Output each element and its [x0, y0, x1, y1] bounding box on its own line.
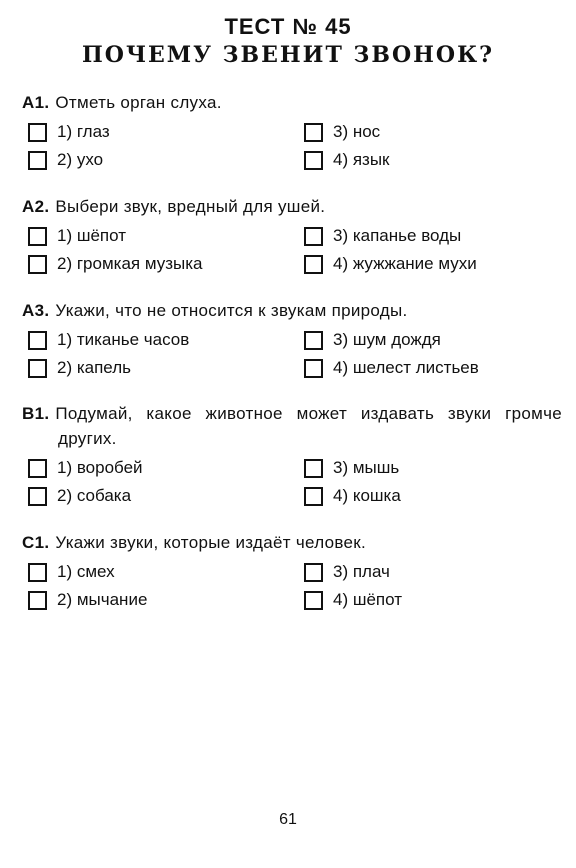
checkbox[interactable] [304, 227, 323, 246]
question-number: А1. [22, 93, 50, 112]
test-number: ТЕСТ № 45 [224, 14, 352, 39]
option-label: 4) шелест листьев [333, 358, 479, 377]
page-title: ПОЧЕМУ ЗВЕНИТ ЗВОНОК? [82, 42, 494, 68]
answer-option[interactable] [304, 589, 402, 611]
answer-option[interactable] [28, 357, 131, 379]
checkbox[interactable] [28, 123, 47, 142]
question-number: А3. [22, 301, 50, 320]
option-label: 1) воробей [57, 458, 143, 477]
question-prompt: Отметь орган слуха. [55, 93, 222, 112]
question-text [22, 530, 562, 555]
question-prompt: Укажи, что не относится к звукам природы. [55, 301, 408, 320]
option-label: 2) капель [57, 358, 131, 377]
answer-options [22, 121, 562, 177]
checkbox[interactable] [304, 359, 323, 378]
option-label: 2) ухо [57, 150, 104, 169]
answer-option[interactable] [28, 253, 203, 275]
answer-option[interactable] [28, 329, 189, 351]
answer-option[interactable] [304, 225, 461, 247]
question-number: С1. [22, 533, 50, 552]
option-label: 1) смех [57, 562, 115, 581]
option-label: 4) язык [333, 150, 390, 169]
option-label: 1) глаз [57, 122, 110, 141]
option-label: 4) жужжание мухи [333, 254, 477, 273]
checkbox[interactable] [28, 563, 47, 582]
option-label: 3) плач [333, 562, 390, 581]
question-prompt: Укажи звуки, которые издаёт человек. [55, 533, 367, 552]
question-a1 [22, 90, 562, 177]
question-b1 [22, 401, 562, 513]
question-text [22, 298, 562, 323]
checkbox[interactable] [304, 331, 323, 350]
answer-option[interactable] [304, 457, 399, 479]
answer-option[interactable] [28, 457, 143, 479]
answer-option[interactable] [304, 149, 390, 171]
option-label: 2) громкая музыка [57, 254, 203, 273]
answer-option[interactable] [304, 253, 477, 275]
checkbox[interactable] [304, 591, 323, 610]
question-text [22, 401, 562, 451]
checkbox[interactable] [28, 255, 47, 274]
answer-options [22, 329, 562, 385]
checkbox[interactable] [28, 227, 47, 246]
checkbox[interactable] [28, 459, 47, 478]
question-prompt: Подумай, какое животное может издавать звуки громче других. [55, 404, 562, 448]
checkbox[interactable] [304, 487, 323, 506]
checkbox[interactable] [28, 359, 47, 378]
checkbox[interactable] [28, 591, 47, 610]
checkbox[interactable] [28, 331, 47, 350]
option-label: 3) нос [333, 122, 381, 141]
checkbox[interactable] [304, 151, 323, 170]
answer-option[interactable] [28, 485, 131, 507]
answer-option[interactable] [304, 329, 441, 351]
answer-option[interactable] [304, 121, 380, 143]
answer-option[interactable] [304, 561, 390, 583]
option-label: 4) шёпот [333, 590, 403, 609]
answer-option[interactable] [304, 485, 401, 507]
question-c1 [22, 530, 562, 617]
option-label: 3) шум дождя [333, 330, 441, 349]
answer-option[interactable] [28, 149, 103, 171]
page-number: 61 [279, 811, 297, 828]
answer-option[interactable] [28, 121, 110, 143]
answer-option[interactable] [28, 225, 126, 247]
answer-options [22, 225, 562, 281]
answer-option[interactable] [304, 357, 479, 379]
option-label: 3) мышь [333, 458, 400, 477]
answer-option[interactable] [28, 589, 147, 611]
question-a3 [22, 298, 562, 385]
option-label: 1) тиканье часов [57, 330, 190, 349]
option-label: 3) капанье воды [333, 226, 462, 245]
option-label: 4) кошка [333, 486, 401, 505]
checkbox[interactable] [28, 151, 47, 170]
question-number: А2. [22, 197, 50, 216]
option-label: 2) мычание [57, 590, 148, 609]
question-text [22, 194, 562, 219]
checkbox[interactable] [304, 459, 323, 478]
checkbox[interactable] [304, 123, 323, 142]
question-a2 [22, 194, 562, 281]
answer-option[interactable] [28, 561, 115, 583]
question-number: В1. [22, 404, 50, 423]
question-text [22, 90, 562, 115]
checkbox[interactable] [304, 255, 323, 274]
checkbox[interactable] [304, 563, 323, 582]
question-prompt: Выбери звук, вредный для ушей. [55, 197, 326, 216]
answer-options [22, 561, 562, 617]
checkbox[interactable] [28, 487, 47, 506]
option-label: 1) шёпот [57, 226, 127, 245]
answer-options [22, 457, 562, 513]
option-label: 2) собака [57, 486, 132, 505]
